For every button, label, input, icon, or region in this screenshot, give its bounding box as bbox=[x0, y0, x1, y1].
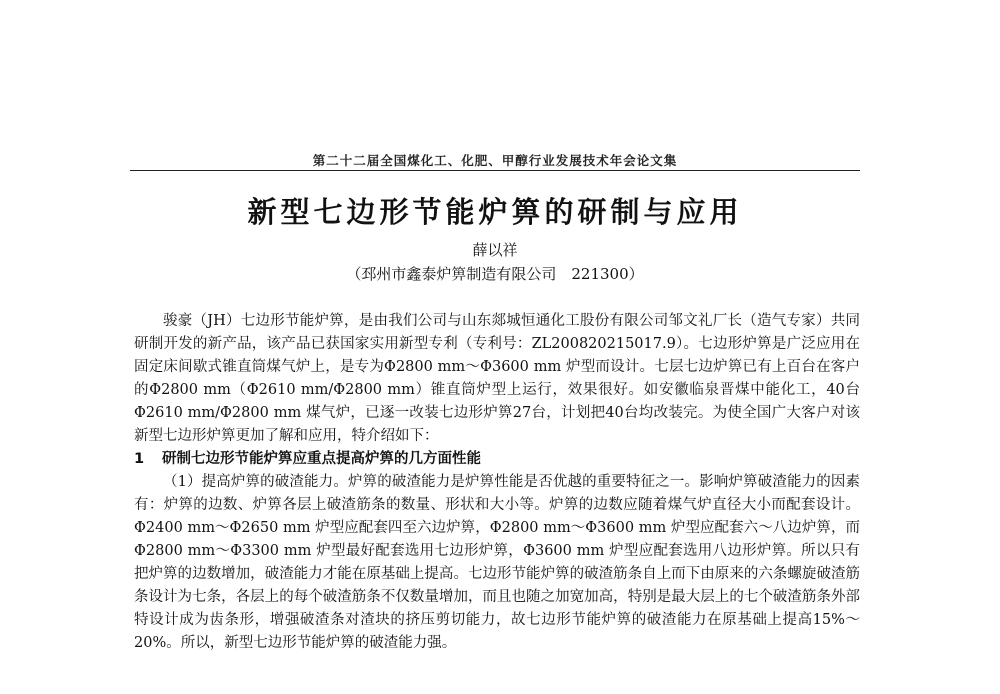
author-affiliation: （邳州市鑫泰炉箅制造有限公司 221300） bbox=[346, 265, 644, 283]
running-header: 第二十二届全国煤化工、化肥、甲醇行业发展技术年会论文集 bbox=[312, 153, 678, 168]
author-name: 薛以祥 bbox=[472, 241, 518, 259]
section-heading bbox=[134, 448, 860, 471]
intro-paragraph: 骏豪（JH）七边形节能炉箅，是由我们公司与山东郯城恒通化工股份有限公司邹文礼厂长（造气专家）共同研制开发的新产品，该产品已获国家实用新型专利（专利号：ZL200820215017.9）。七边形炉箅是广泛应用在固定床间歇式锥直筒煤气炉上，是专为Φ2800 mm～Φ3600 mm 炉型而设计。七层七边炉箅已有上百台在客户的Φ2800 mm（Φ2610 mm/Φ2800 mm）锥直筒炉型上运行，效果很好。如安徽临泉晋煤中能化工，40台Φ2610 mm/Φ2800 mm 煤气炉，已逐一改装七边形炉箅27台，计划把40台均改装完。为使全国广大客户对该新型七边形炉箅更加了解和应用，特介绍如下： bbox=[134, 313, 860, 444]
paper-title: 新型七边形节能炉箅的研制与应用 bbox=[247, 195, 743, 229]
header-divider bbox=[130, 170, 860, 171]
section-number: 1 bbox=[134, 451, 145, 467]
section-heading-text: 研制七边形节能炉箅应重点提高炉箅的几方面性能 bbox=[162, 451, 481, 467]
paper-body bbox=[134, 310, 860, 655]
body-paragraph: （1）提高炉箅的破渣能力。炉箅的破渣能力是炉箅性能是否优越的重要特征之一。影响炉箅破渣能力的因素有：炉箅的边数、炉箅各层上破渣筋条的数量、形状和大小等。炉箅的边数应随着煤气炉直径大小而配套设计。Φ2400 mm～Φ2650 mm 炉型应配套四至六边炉箅，Φ2800 mm～Φ3600 mm 炉型应配套六～八边炉箅，而Φ2800 mm～Φ3300 mm 炉型最好配套选用七边形炉箅，Φ3600 mm 炉型应配套选用八边形炉箅。所以只有把炉箅的边数增加，破渣能力才能在原基础上提高。七边形节能炉箅的破渣筋条自上而下由原来的六条螺旋破渣筋条设计为七条，各层上的每个破渣筋条不仅数量增加，而且也随之加宽加高，特别是最大层上的七个破渣筋条外部特设计成为齿条形，增强破渣条对渣块的挤压剪切能力，故七边形节能炉箅的破渣能力在原基础上提高15%～20%。所以，新型七边形节能炉箅的破渣能力强。 bbox=[134, 474, 860, 651]
